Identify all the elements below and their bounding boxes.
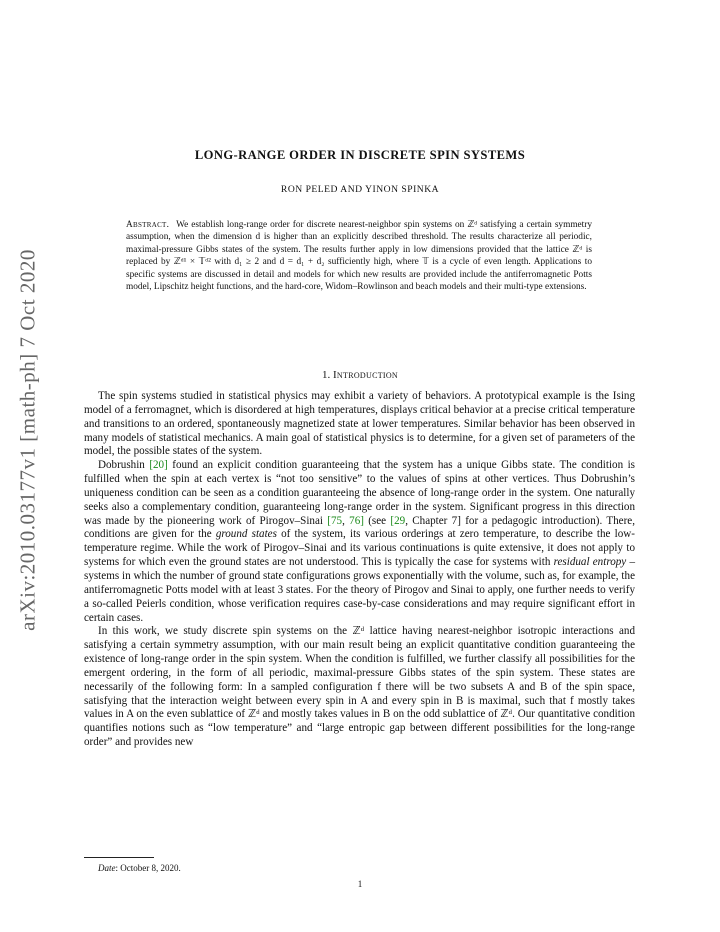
paper-title: LONG-RANGE ORDER IN DISCRETE SPIN SYSTEMS (194, 148, 526, 162)
footnote-rule (84, 857, 154, 858)
paragraph-2-text: Dobrushin (98, 459, 150, 472)
paper-authors: RON PELED AND YINON SPINKA (280, 184, 440, 195)
paragraph-1: The spin systems studied in statistical physics may exhibit a variety of behaviors. A prototypical example is the Ising model of a ferromagnet, which is disordered at high temperatures, displays critical behavior at a precise critical temperature and transitions to an ordered, spontaneously magnetized state at lower temperatures. Similar behavior has been observed in many models of statistical mechanics. A main goal of statistical physics is to determine, for a given set of parameters of the model, the possible states of the system. (84, 390, 635, 458)
abstract-label: Abstract. (126, 220, 170, 230)
emphasis: ground states (215, 528, 277, 541)
paragraph-2-text: of the system, its various orderings at zero temperature, to describe the low-temperature regime. While the work of Pirogov–Sinai and its various continuations is quite extensive, it does not apply to systems for which even the ground states are not understood. This is typically the case for systems with (84, 528, 635, 569)
page-number: 1 (357, 879, 363, 889)
section-title: Introduction (332, 369, 399, 381)
footnote-text: : October 8, 2020. (115, 863, 181, 873)
section-number: 1. (321, 369, 331, 381)
paragraph-2-text: , Chapter 7] for a pedagogic introduction). There, conditions are given for the (84, 514, 635, 541)
arxiv-sidebar-stamp (8, 230, 48, 650)
section-heading (0, 369, 720, 381)
paragraph-3: In this work, we study discrete spin systems on the ℤᵈ lattice having nearest-neighbor isotropic interactions and satisfying a certain symmetry assumption, with our main result being an explicit quantitative condition guaranteeing the existence of long-range order in the spin system. When the condition is fulfilled, we further classify all possibilities for the emergent ordering, in the form of all periodic, maximal-pressure Gibbs states of the spin system. These states are necessarily of the following form: In a sampled configuration f there will be two subsets A and B of the spin space, satisfying that the interaction weight between every spin in A and every spin in B is maximal, such that f mostly takes values in A on the even sublattice of ℤᵈ and mostly takes values in B on the odd sublattice of ℤᵈ. Our quantitative condition quantifies notions such as “low temperature” and “large entropic gap between different possibilities for the long-range order” and provides new (84, 625, 635, 749)
body-text (84, 390, 635, 750)
citation-link[interactable]: [20] (149, 459, 168, 472)
paragraph-2-text: – systems in which the number of ground state configurations grows exponentially with the volume, such as, for example, the antiferromagnetic Potts model with at least 3 states. For the theory of Pirogov and Sinai to apply, one further needs to verify a so-called Peierls condition, whose verification requires case-by-case considerations and may require significant effort in certain cases. (84, 556, 636, 624)
footnote (98, 863, 181, 873)
paragraph-2-text: (see (363, 514, 391, 527)
citation-link[interactable]: [29 (390, 514, 406, 527)
citation-link[interactable]: [75 (327, 514, 343, 527)
abstract (126, 219, 592, 294)
paragraph-2 (84, 459, 635, 625)
paragraph-2-text: , (342, 514, 350, 527)
emphasis: residual entropy (553, 556, 627, 569)
paragraph-2-text: found an explicit condition guaranteeing that the system has a unique Gibbs state. The condition is fulfilled when the spin at each vertex is “not too sensitive” to the values of spins at other vertices. Thus Dobrushin’s uniqueness condition can be seen as a condition guaranteeing the absence of long-range order in the system. One naturally seeks also a complementary condition, guaranteeing long-range order in the system. Significant progress in this direction was made by the pioneering work of Pirogov–Sinai (84, 459, 635, 527)
citation-link[interactable]: 76] (349, 514, 364, 527)
arxiv-identifier: arXiv:2010.03177v1 [math-ph] 7 Oct 2020 (15, 249, 40, 631)
abstract-text: We establish long-range order for discrete nearest-neighbor spin systems on ℤᵈ satisfying a certain symmetry assumption, when the dimension d is higher than an explicitly described threshold. The results characterize all periodic, maximal-pressure Gibbs states of the system. The results further apply in low dimensions provided that the lattice ℤᵈ is replaced by ℤᵈ¹ × 𝕋ᵈ² with d₁ ≥ 2 and d = d₁ + d₂ sufficiently high, where 𝕋 is a cycle of even length. Applications to specific systems are discussed in detail and models for which new results are provided include the antiferromagnetic Potts model, Lipschitz height functions, and the hard-core, Widom–Rowlinson and beach models and their multi-type extensions. (126, 220, 593, 293)
footnote-label: Date (98, 863, 116, 873)
